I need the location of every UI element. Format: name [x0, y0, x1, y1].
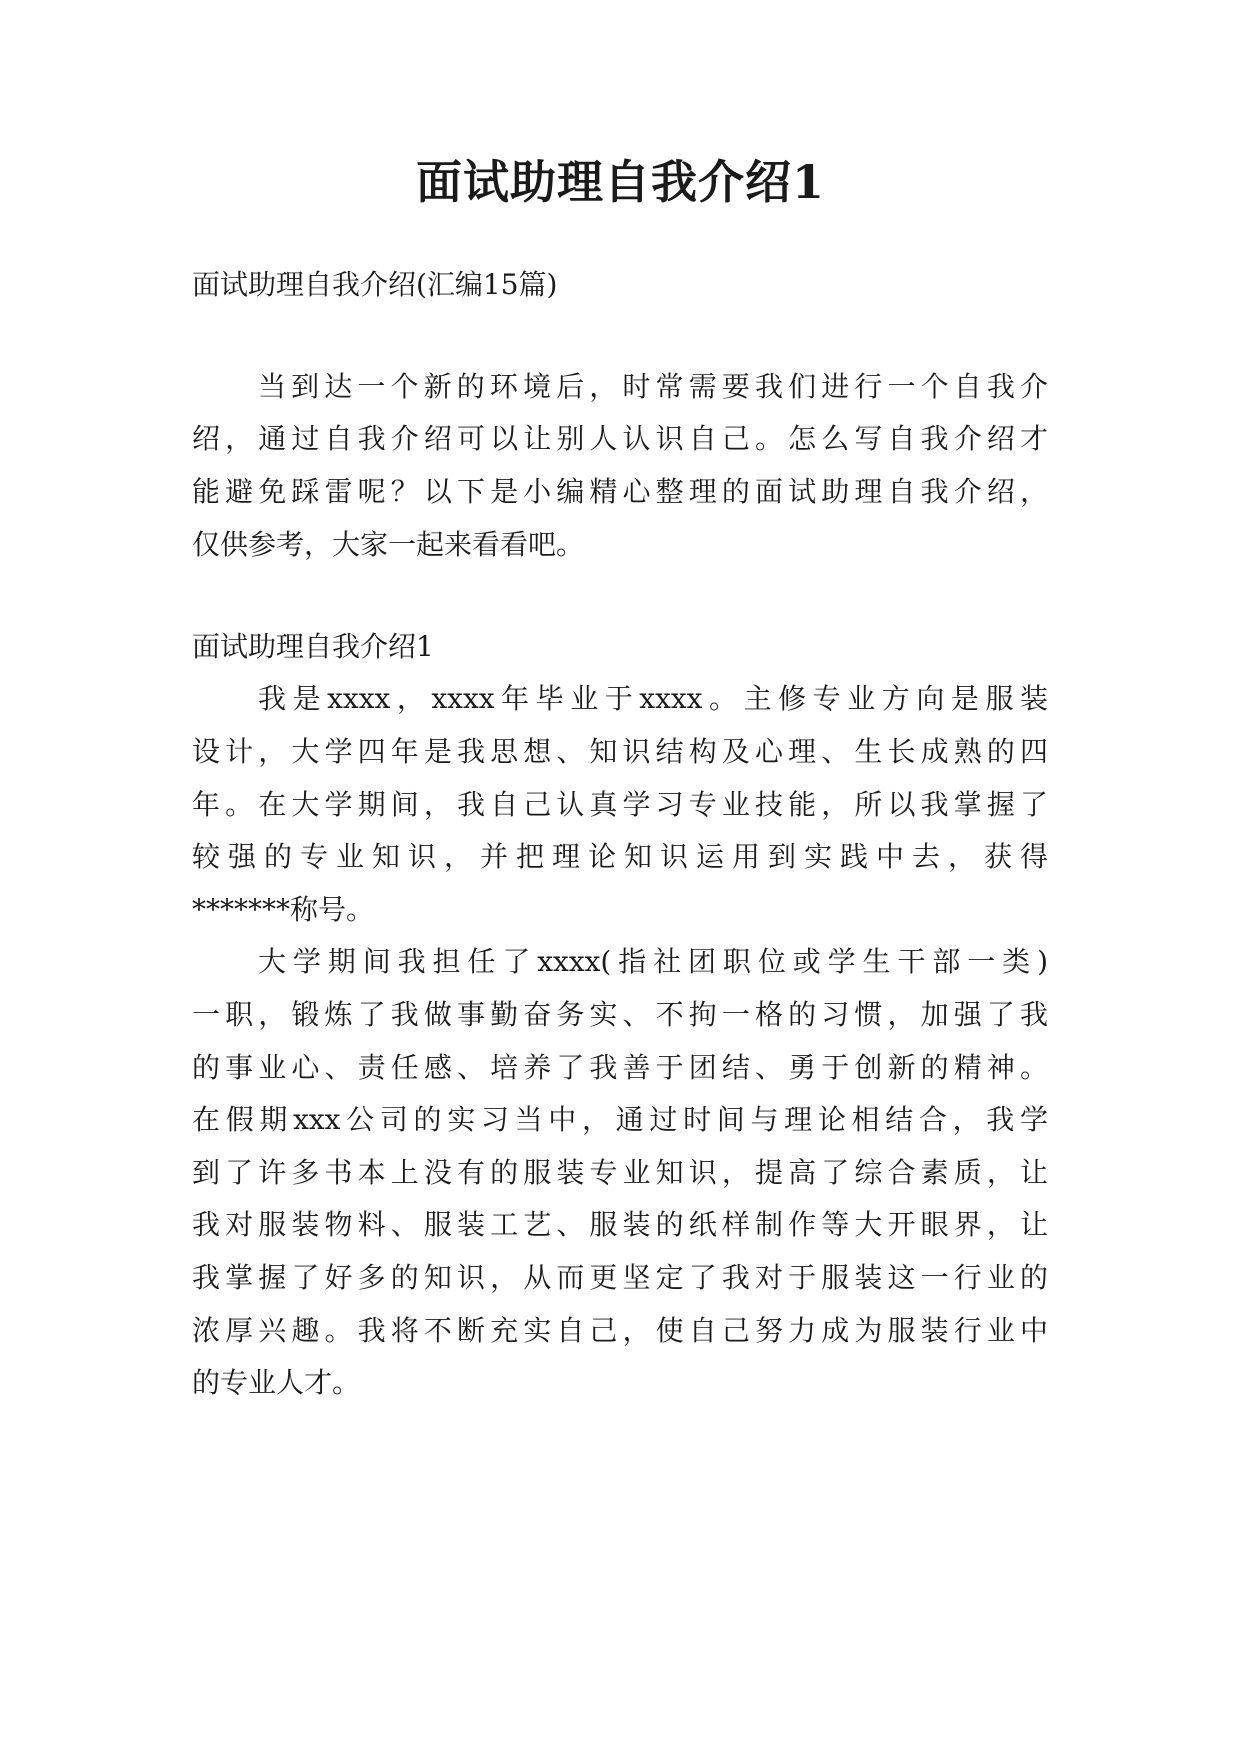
paragraph-line: 浓厚兴趣。我将不断充实自己，使自己努力成为服装行业中: [192, 1314, 1048, 1347]
paragraph-line: 较强的专业知识，并把理论知识运用到实践中去，获得: [192, 840, 1048, 873]
paragraph-line: 到了许多书本上没有的服装专业知识，提高了综合素质，让: [192, 1156, 1048, 1189]
intro-line: 当到达一个新的环境后，时常需要我们进行一个自我介: [258, 370, 1048, 403]
paragraph-line: 年。在大学期间，我自己认真学习专业技能，所以我掌握了: [192, 788, 1048, 821]
intro-line: 能避免踩雷呢？以下是小编精心整理的面试助理自我介绍，: [192, 475, 1048, 508]
section-heading: 面试助理自我介绍1: [192, 630, 434, 663]
intro-line: 仅供参考，大家一起来看看吧。: [192, 528, 585, 561]
paragraph-line: 我掌握了好多的知识，从而更坚定了我对于服装这一行业的: [192, 1261, 1048, 1294]
paragraph-line: 我对服装物料、服装工艺、服装的纸样制作等大开眼界，让: [192, 1208, 1048, 1241]
document-title: 面试助理自我介绍1: [415, 155, 825, 209]
document-subtitle: 面试助理自我介绍(汇编15篇): [192, 268, 558, 301]
paragraph-line: 在假期xxx公司的实习当中，通过时间与理论相结合，我学: [192, 1103, 1048, 1136]
paragraph-line: 一职，锻炼了我做事勤奋务实、不拘一格的习惯，加强了我: [192, 998, 1048, 1031]
paragraph-line: 的专业人才。: [192, 1366, 361, 1399]
paragraph-line: 的事业心、责任感、培养了我善于团结、勇于创新的精神。: [192, 1051, 1048, 1084]
paragraph-line: 大学期间我担任了xxxx(指社团职位或学生干部一类): [258, 945, 1048, 978]
intro-line: 绍，通过自我介绍可以让别人认识自己。怎么写自我介绍才: [192, 422, 1048, 455]
paragraph-line: 我是xxxx，xxxx年毕业于xxxx。主修专业方向是服装: [258, 682, 1048, 715]
paragraph-line: *******称号。: [192, 893, 375, 926]
paragraph-line: 设计，大学四年是我思想、知识结构及心理、生长成熟的四: [192, 735, 1048, 768]
